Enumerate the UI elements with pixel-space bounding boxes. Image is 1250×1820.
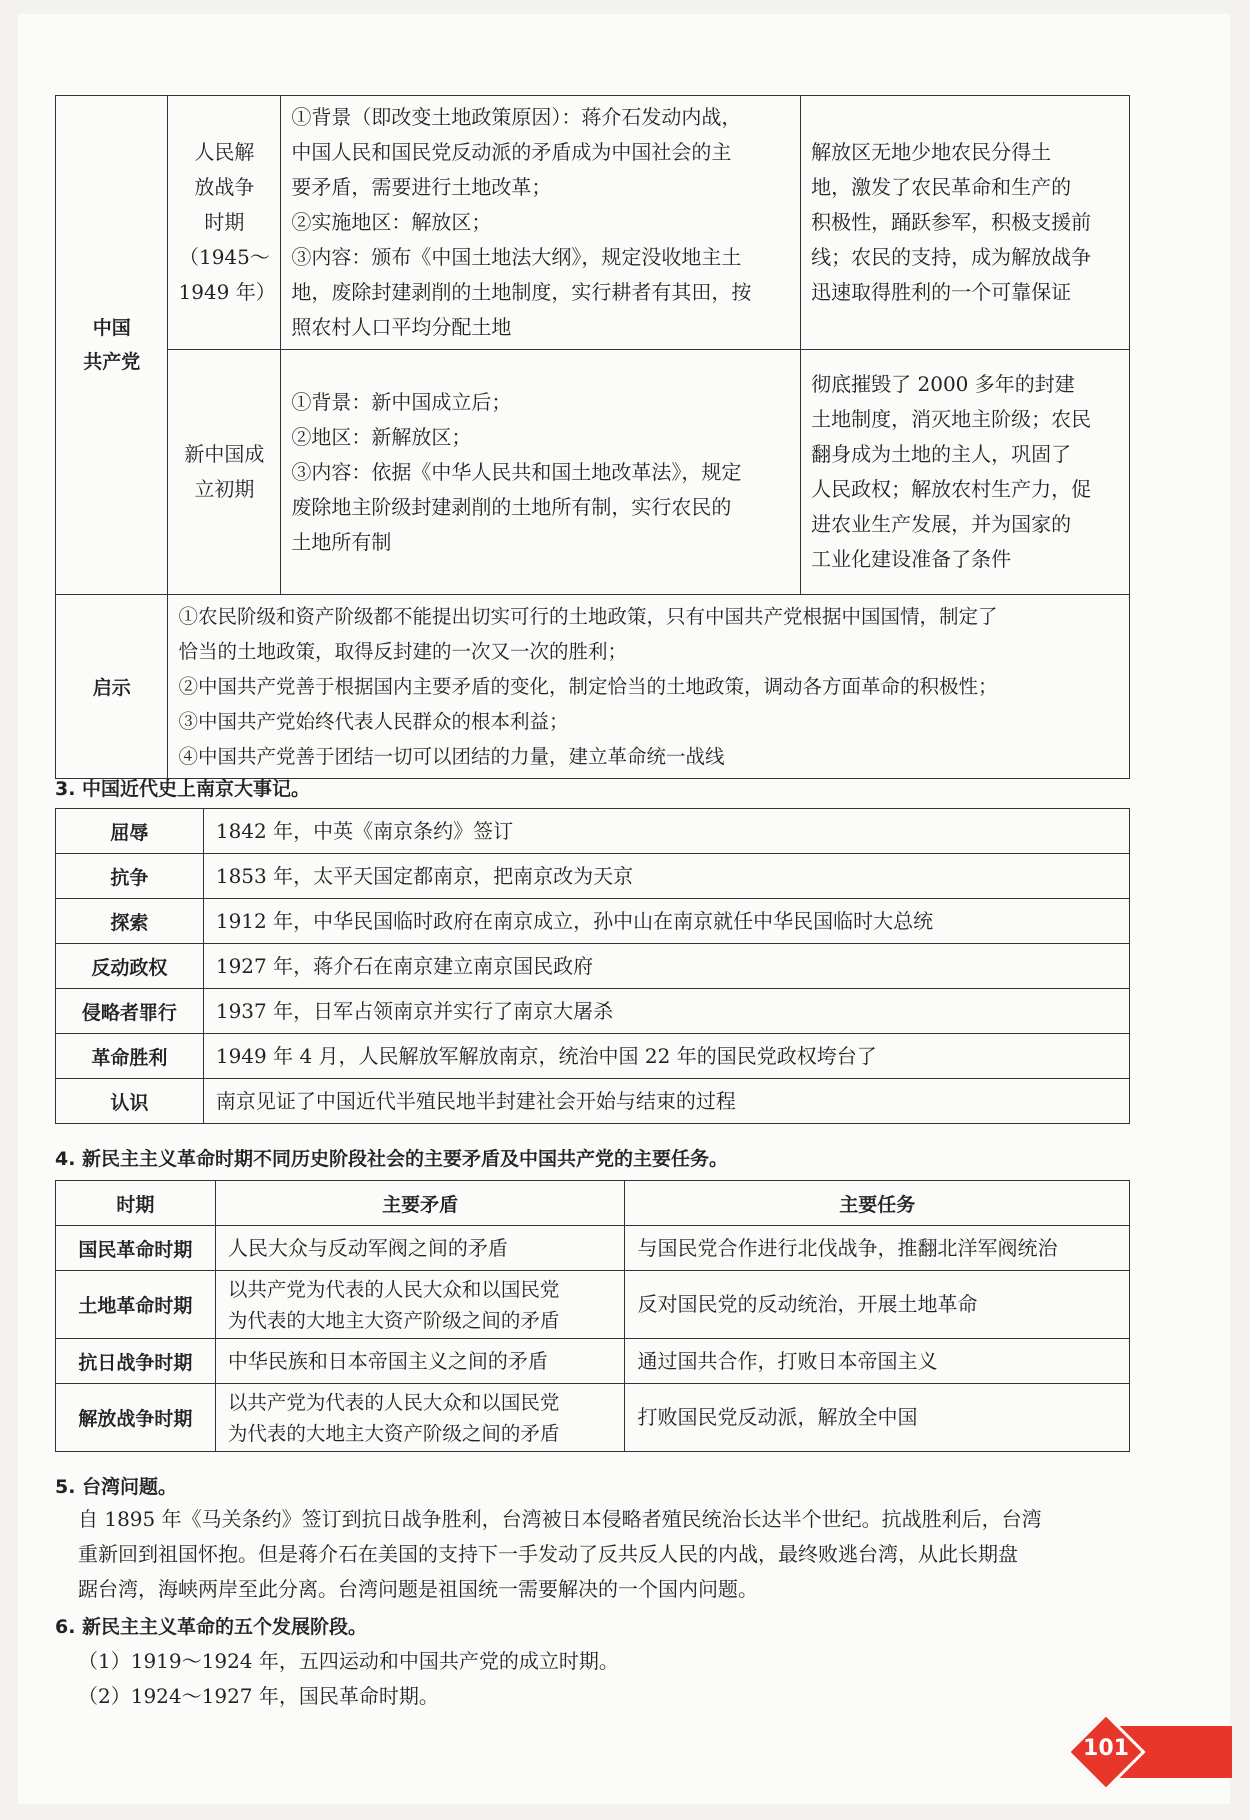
list-item: （2）1924～1927 年，国民革命时期。 <box>78 1684 439 1708</box>
event-text: 南京见证了中国近代半殖民地半封建社会开始与结束的过程 <box>203 1079 1129 1124</box>
policy-effect-cell: 彻底摧毁了 2000 多年的封建 土地制度，消灭地主阶级；农民 翻身成为土地的主人，巩固了 人民政权；解放农村生产力，促 进农业生产发展，并为国家的 工业化建设准备了条件 <box>801 350 1130 595</box>
page-number: 101 <box>1083 1736 1129 1761</box>
page-number-badge <box>1070 1720 1232 1784</box>
table-row <box>56 854 1130 899</box>
policy-content-cell: ①背景（即改变土地政策原因）：蒋介石发动内战， 中国人民和国民党反动派的矛盾成为中国社会的主 要矛盾，需要进行土地改革； ②实施地区：解放区； ③内容：颁布《中国土地法大纲》，规定没收地主土 地，废除封建剥削的土地制度，实行耕者有其田，按 照农村人口平均分配土地 <box>281 96 801 350</box>
table-row <box>56 350 1130 595</box>
conflict-text: 以共产党为代表的人民大众和以国民党 为代表的大地主大资产阶级之间的矛盾 <box>215 1271 625 1339</box>
section-heading: 6. 新民主主义革命的五个发展阶段。 <box>55 1616 368 1638</box>
table-row <box>56 989 1130 1034</box>
party-label: 中国 共产党 <box>56 96 168 595</box>
section-heading: 3. 中国近代史上南京大事记。 <box>55 778 311 800</box>
stages-list <box>78 1644 1138 1714</box>
task-text: 打败国民党反动派，解放全中国 <box>625 1384 1130 1452</box>
task-text: 通过国共合作，打败日本帝国主义 <box>625 1339 1130 1384</box>
period-cell: 新中国成 立初期 <box>168 350 281 595</box>
conflict-text: 人民大众与反动军阀之间的矛盾 <box>215 1226 625 1271</box>
policy-content-cell: ①背景：新中国成立后； ②地区：新解放区； ③内容：依据《中华人民共和国土地改革法》，规定 废除地主阶级封建剥削的土地所有制，实行农民的 土地所有制 <box>281 350 801 595</box>
section-heading: 4. 新民主主义革命时期不同历史阶段社会的主要矛盾及中国共产党的主要任务。 <box>55 1148 729 1170</box>
column-header: 时期 <box>56 1181 216 1226</box>
conflict-text: 以共产党为代表的人民大众和以国民党 为代表的大地主大资产阶级之间的矛盾 <box>215 1384 625 1452</box>
revolution-stages-table <box>55 1180 1130 1452</box>
land-policy-table <box>55 95 1130 779</box>
table-row <box>56 1079 1130 1124</box>
table-row <box>56 1226 1130 1271</box>
table-row <box>56 809 1130 854</box>
column-header: 主要矛盾 <box>215 1181 625 1226</box>
table-row <box>56 1034 1130 1079</box>
policy-effect-cell: 解放区无地少地农民分得土 地，激发了农民革命和生产的 积极性，踊跃参军，积极支援前 线；农民的支持，成为解放战争 迅速取得胜利的一个可靠保证 <box>801 96 1130 350</box>
event-text: 1912 年，中华民国临时政府在南京成立，孙中山在南京就任中华民国临时大总统 <box>203 899 1129 944</box>
period-label: 抗日战争时期 <box>56 1339 216 1384</box>
insight-cell: ①农民阶级和资产阶级都不能提出切实可行的土地政策，只有中国共产党根据中国国情，制定了 恰当的土地政策，取得反封建的一次又一次的胜利； ②中国共产党善于根据国内主要矛盾的变化，制定恰当的土地政策，调动各方面革命的积极性； ③中国共产党始终代表人民群众的根本利益； ④中国共产党善于团结一切可以团结的力量，建立革命统一战线 <box>168 595 1130 779</box>
event-text: 1927 年，蒋介石在南京建立南京国民政府 <box>203 944 1129 989</box>
column-header: 主要任务 <box>625 1181 1130 1226</box>
period-label: 土地革命时期 <box>56 1271 216 1339</box>
event-text: 1937 年，日军占领南京并实行了南京大屠杀 <box>203 989 1129 1034</box>
table-row <box>56 1339 1130 1384</box>
table-header-row <box>56 1181 1130 1226</box>
conflict-text: 中华民族和日本帝国主义之间的矛盾 <box>215 1339 625 1384</box>
period-cell: 人民解 放战争 时期 （1945～ 1949 年） <box>168 96 281 350</box>
task-text: 与国民党合作进行北伐战争，推翻北洋军阀统治 <box>625 1226 1130 1271</box>
table-row <box>56 1384 1130 1452</box>
table-row <box>56 595 1130 779</box>
event-text: 1853 年，太平天国定都南京，把南京改为天京 <box>203 854 1129 899</box>
event-text: 1949 年 4 月，人民解放军解放南京，统治中国 22 年的国民党政权垮台了 <box>203 1034 1129 1079</box>
event-label: 认识 <box>56 1079 204 1124</box>
event-label: 侵略者罪行 <box>56 989 204 1034</box>
table-row <box>56 1271 1130 1339</box>
insight-label: 启示 <box>56 595 168 779</box>
event-label: 反动政权 <box>56 944 204 989</box>
event-label: 探索 <box>56 899 204 944</box>
table-row <box>56 899 1130 944</box>
event-text: 1842 年，中英《南京条约》签订 <box>203 809 1129 854</box>
table-row <box>56 96 1130 350</box>
nanjing-events-table <box>55 808 1130 1124</box>
event-label: 抗争 <box>56 854 204 899</box>
table-row <box>56 944 1130 989</box>
event-label: 革命胜利 <box>56 1034 204 1079</box>
period-label: 国民革命时期 <box>56 1226 216 1271</box>
task-text: 反对国民党的反动统治，开展土地革命 <box>625 1271 1130 1339</box>
event-label: 屈辱 <box>56 809 204 854</box>
period-label: 解放战争时期 <box>56 1384 216 1452</box>
list-item: （1）1919～1924 年，五四运动和中国共产党的成立时期。 <box>78 1649 619 1673</box>
section-heading: 5. 台湾问题。 <box>55 1476 178 1498</box>
taiwan-paragraph: 自 1895 年《马关条约》签订到抗日战争胜利，台湾被日本侵略者殖民统治长达半个世纪。抗战胜利后，台湾 重新回到祖国怀抱。但是蒋介石在美国的支持下一手发动了反共反人民的内战，最终败逃台湾，从此长期盘 踞台湾，海峡两岸至此分离。台湾问题是祖国统一需要解决的一个国内问题。 <box>78 1507 1042 1601</box>
